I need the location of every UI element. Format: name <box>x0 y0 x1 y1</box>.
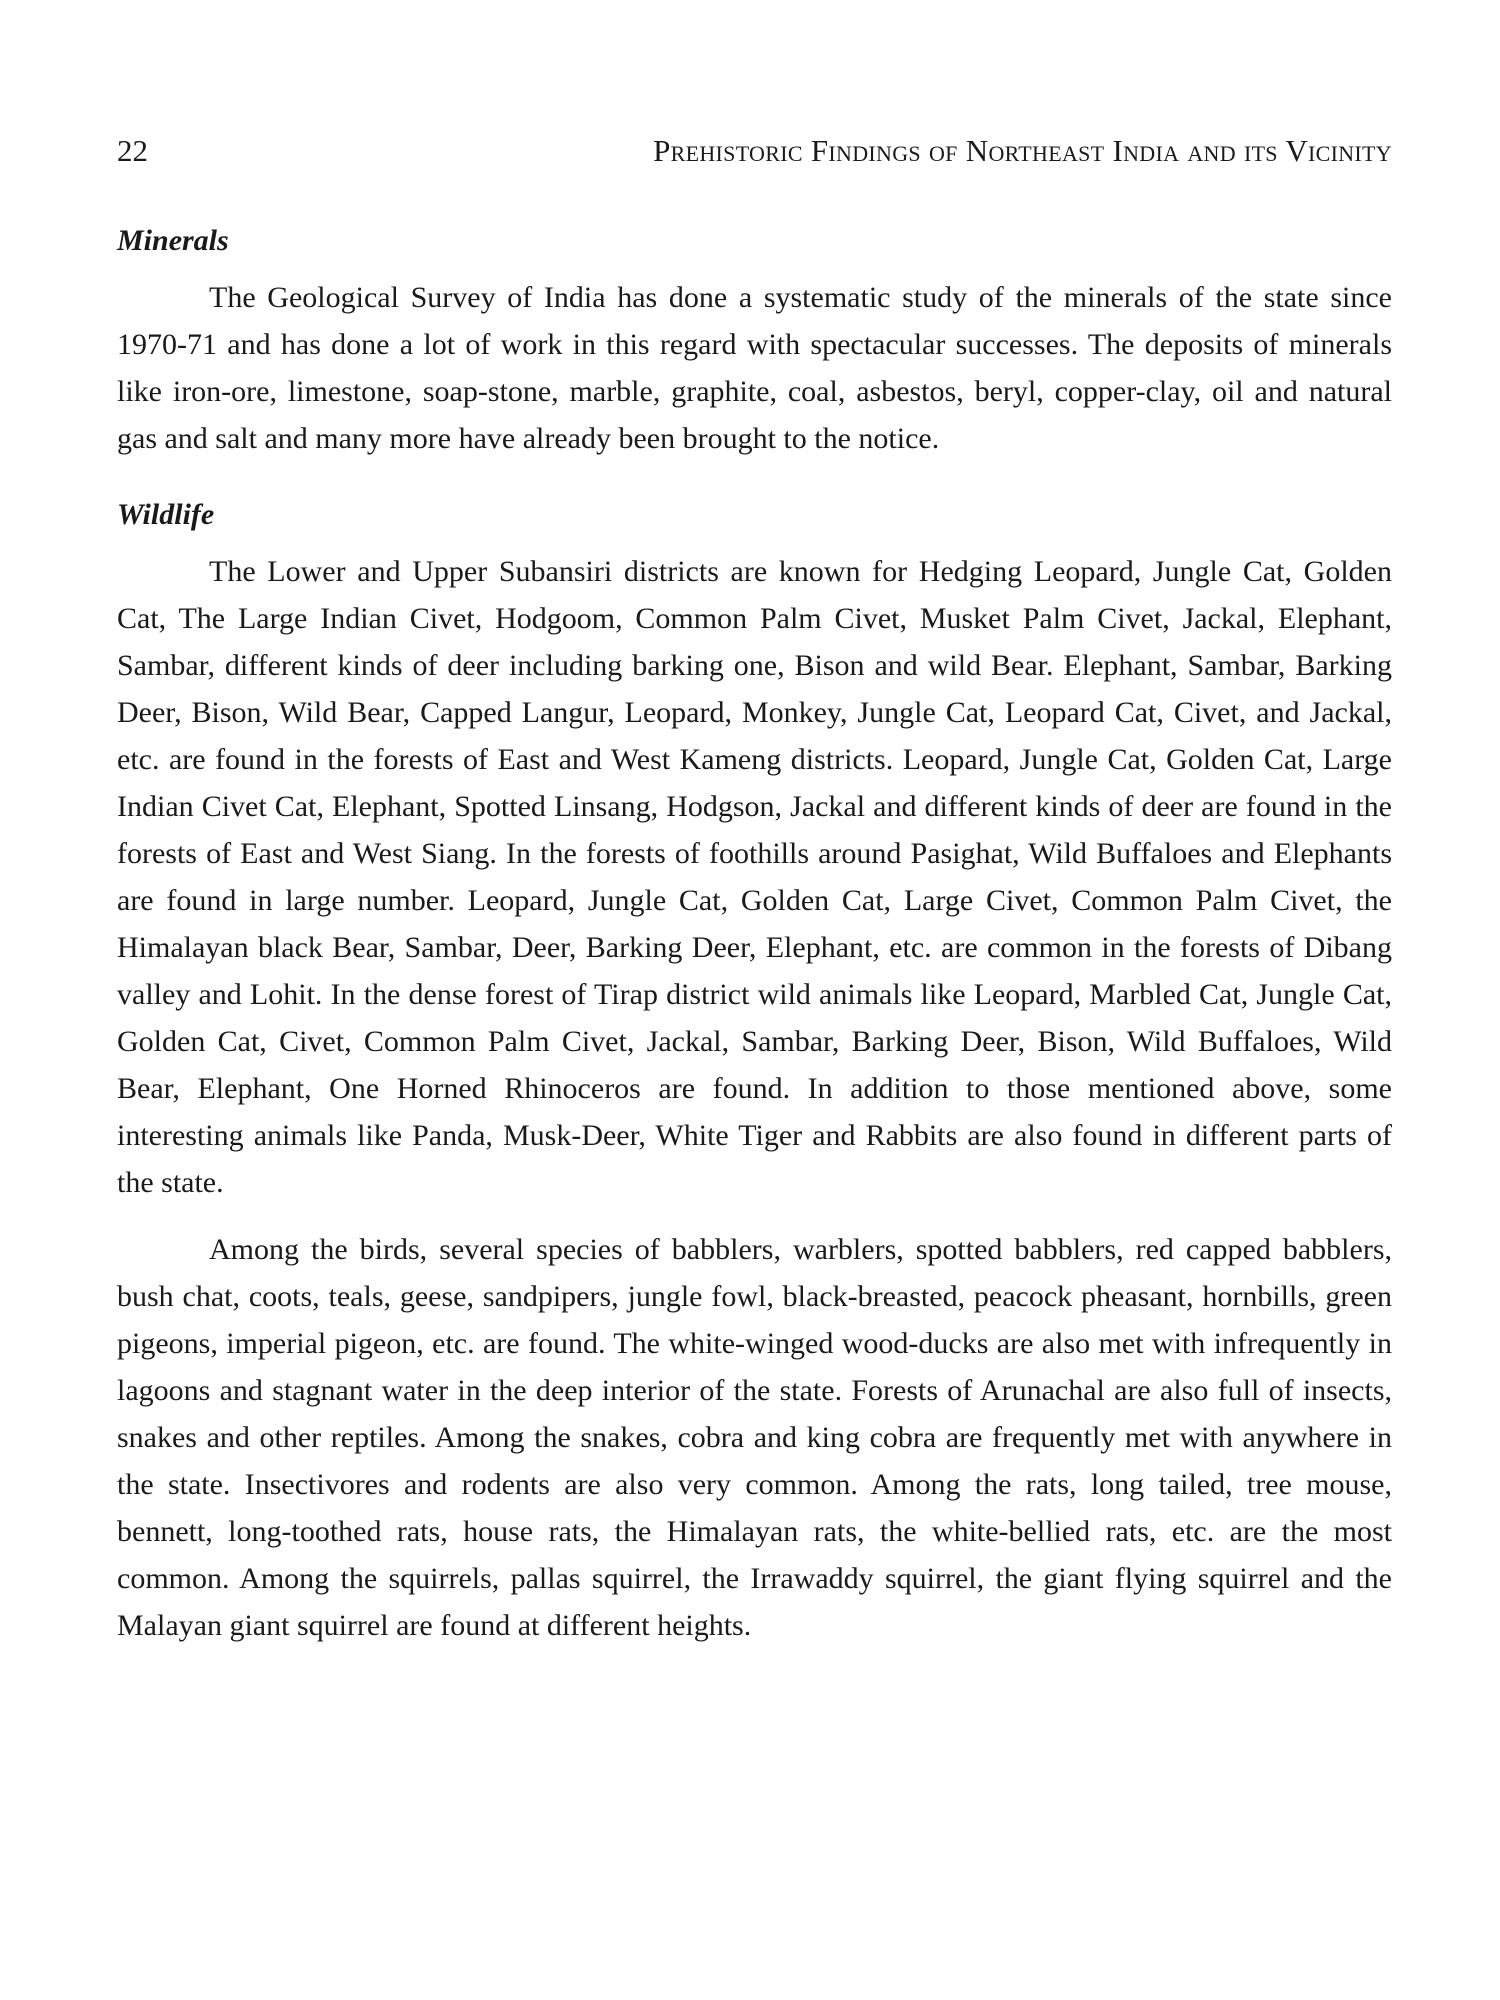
paragraph-wildlife-birds: Among the birds, several species of babblers, warblers, spotted babblers, red capped babblers, bush chat, coots, teals, geese, sandpipers, jungle fowl, black-breasted, peacock pheasant, hornbills, green pigeons, imperial pigeon, etc. are found. The white-winged wood-ducks are also met with infrequently in lagoons and stagnant water in the deep interior of the state. Forests of Arunachal are also full of insects, snakes and other reptiles. Among the snakes, cobra and king cobra are frequently met with anywhere in the state. Insectivores and rodents are also very common. Among the rats, long tailed, tree mouse, bennett, long-toothed rats, house rats, the Himalayan rats, the white-bellied rats, etc. are the most common. Among the squirrels, pallas squirrel, the Irrawaddy squirrel, the giant flying squirrel and the Malayan giant squirrel are found at different heights. <box>117 1233 1392 1642</box>
book-page <box>117 0 1392 2000</box>
section-minerals <box>117 218 1392 462</box>
paragraph-wildlife-animals: The Lower and Upper Subansiri districts are known for Hedging Leopard, Jungle Cat, Golden Cat, The Large Indian Civet, Hodgoom, Common Palm Civet, Musket Palm Civet, Jackal, Elephant, Sambar, different kinds of deer including barking one, Bison and wild Bear. Elephant, Sambar, Barking Deer, Bison, Wild Bear, Capped Langur, Leopard, Monkey, Jungle Cat, Leopard Cat, Civet, and Jackal, etc. are found in the forests of East and West Kameng districts. Leopard, Jungle Cat, Golden Cat, Large Indian Civet Cat, Elephant, Spotted Linsang, Hodgson, Jackal and different kinds of deer are found in the forests of East and West Siang. In the forests of foothills around Pasighat, Wild Buffaloes and Elephants are found in large number. Leopard, Jungle Cat, Golden Cat, Large Civet, Common Palm Civet, the Himalayan black Bear, Sambar, Deer, Barking Deer, Elephant, etc. are common in the forests of Dibang valley and Lohit. In the dense forest of Tirap district wild animals like Leopard, Marbled Cat, Jungle Cat, Golden Cat, Civet, Common Palm Civet, Jackal, Sambar, Barking Deer, Bison, Wild Buffaloes, Wild Bear, Elephant, One Horned Rhinoceros are found. In addition to those mentioned above, some interesting animals like Panda, Musk-Deer, White Tiger and Rabbits are also found in different parts of the state. <box>117 555 1392 1199</box>
body-text <box>117 218 1392 1649</box>
paragraph-minerals: The Geological Survey of India has done a systematic study of the minerals of the state since 1970-71 and has done a lot of work in this regard with spectacular successes. The deposits of minerals like iron-ore, limestone, soap-stone, marble, graphite, coal, asbestos, beryl, copper-clay, oil and natural gas and salt and many more have already been brought to the notice. <box>117 281 1392 455</box>
section-heading-minerals: Minerals <box>117 224 229 257</box>
running-head <box>117 128 1392 174</box>
section-wildlife <box>117 492 1392 1649</box>
running-title: Prehistoric Findings of Northeast India and its Vicinity <box>653 133 1392 168</box>
section-heading-wildlife: Wildlife <box>117 498 215 531</box>
page-number: 22 <box>117 133 148 168</box>
